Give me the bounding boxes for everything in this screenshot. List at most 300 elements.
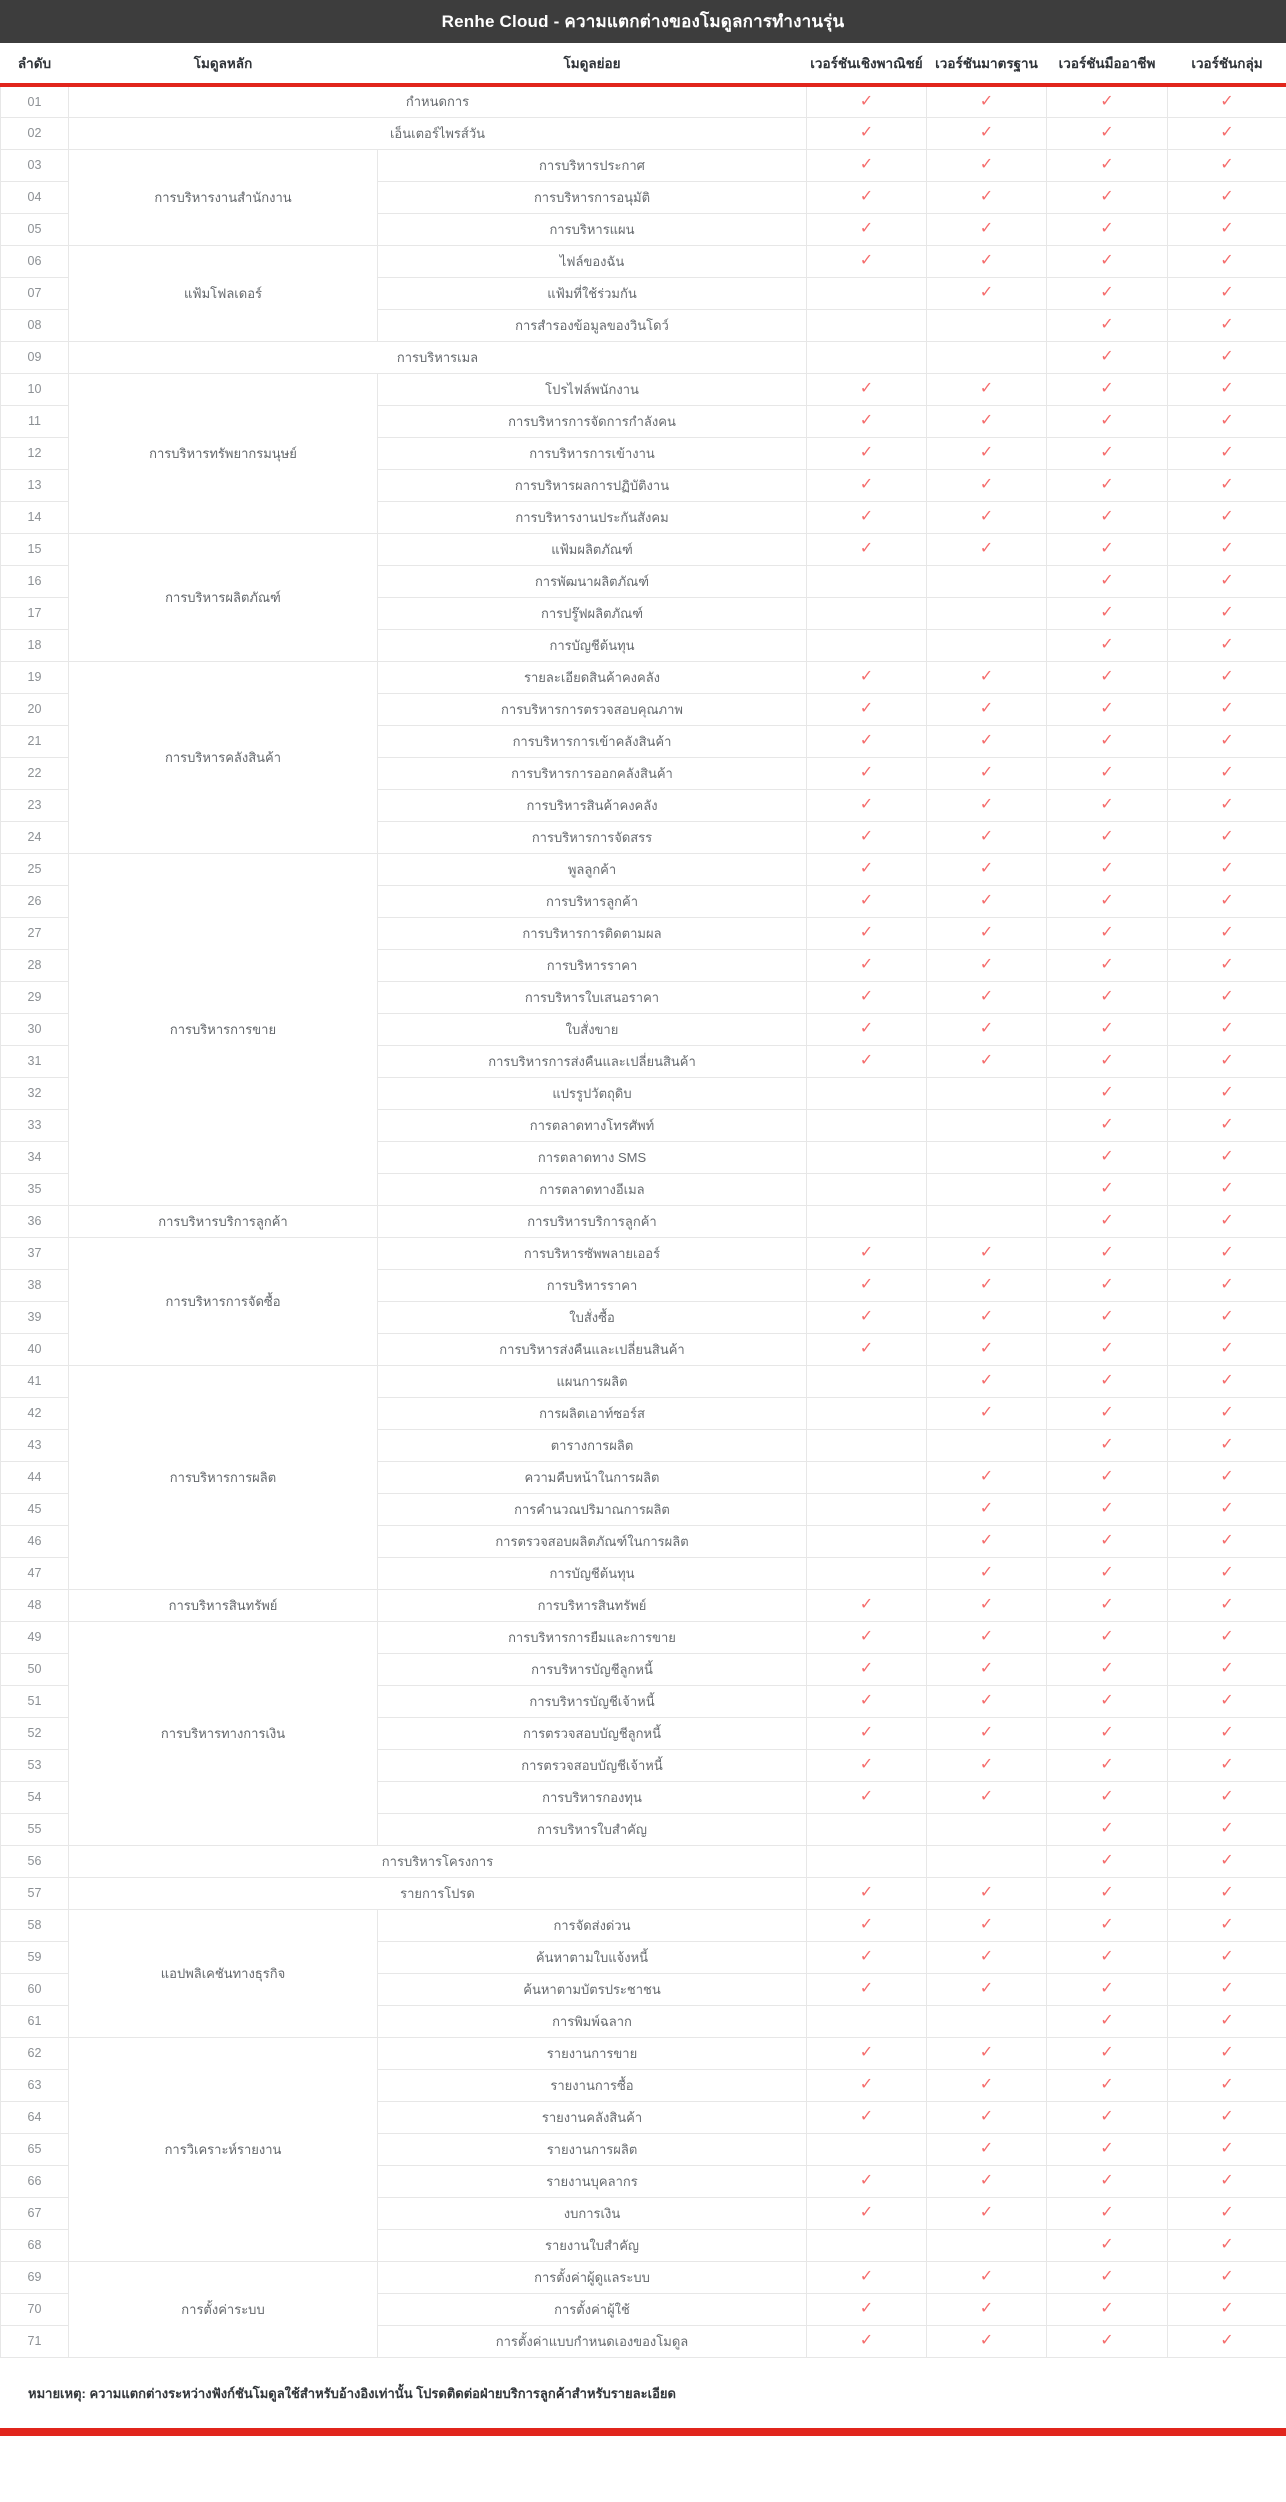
check-cell	[1168, 2293, 1286, 2325]
check-cell	[927, 1941, 1047, 1973]
check-cell	[1047, 373, 1168, 405]
check-icon: ✓	[979, 188, 994, 205]
check-cell	[807, 373, 927, 405]
check-cell	[1168, 2133, 1286, 2165]
check-cell	[927, 2325, 1047, 2357]
row-number: 29	[1, 981, 69, 1013]
check-cell	[1168, 2229, 1286, 2261]
check-cell	[807, 2165, 927, 2197]
check-icon: ✓	[1100, 1884, 1114, 1901]
check-icon: ✓	[1220, 2332, 1234, 2349]
check-cell	[1047, 309, 1168, 341]
check-cell	[927, 245, 1047, 277]
empty-cell	[927, 309, 1047, 341]
check-cell	[1047, 469, 1168, 501]
check-icon: ✓	[1100, 188, 1114, 205]
check-cell	[807, 85, 927, 117]
check-cell	[1168, 469, 1286, 501]
empty-cell	[807, 1525, 927, 1557]
check-icon: ✓	[1100, 2204, 1114, 2221]
check-icon: ✓	[859, 956, 874, 973]
empty-cell	[807, 565, 927, 597]
check-cell	[1168, 1013, 1286, 1045]
check-cell	[1168, 1653, 1286, 1685]
check-cell	[927, 821, 1047, 853]
row-number: 61	[1, 2005, 69, 2037]
check-icon: ✓	[1100, 316, 1114, 333]
main-module-cell: การบริหารการขาย	[69, 853, 378, 1205]
check-cell	[807, 1685, 927, 1717]
check-icon: ✓	[1100, 732, 1114, 749]
check-icon: ✓	[859, 444, 874, 461]
check-icon: ✓	[1220, 700, 1234, 717]
check-cell	[807, 1333, 927, 1365]
check-icon: ✓	[1100, 284, 1114, 301]
check-icon: ✓	[1100, 1500, 1114, 1517]
check-cell	[1168, 1077, 1286, 1109]
main-module-cell: แอปพลิเคชันทางธุรกิจ	[69, 1909, 378, 2037]
check-icon: ✓	[979, 860, 994, 877]
check-cell	[807, 501, 927, 533]
row-number: 56	[1, 1845, 69, 1877]
check-cell	[1047, 949, 1168, 981]
check-cell	[807, 533, 927, 565]
check-icon: ✓	[859, 700, 874, 717]
check-icon: ✓	[1220, 1500, 1234, 1517]
check-icon: ✓	[979, 540, 994, 557]
table-row	[1, 1365, 1286, 1397]
check-icon: ✓	[979, 1724, 994, 1741]
row-number: 53	[1, 1749, 69, 1781]
check-icon: ✓	[979, 1340, 994, 1357]
check-cell	[1047, 501, 1168, 533]
check-icon: ✓	[859, 1340, 874, 1357]
empty-cell	[807, 2229, 927, 2261]
check-icon: ✓	[1220, 1948, 1234, 1965]
check-cell	[1168, 405, 1286, 437]
check-cell	[1047, 565, 1168, 597]
check-cell	[807, 245, 927, 277]
sub-module-cell: การบริหารประกาศ	[378, 149, 807, 181]
table-row	[1, 1589, 1286, 1621]
check-icon: ✓	[1100, 604, 1114, 621]
check-cell	[1047, 853, 1168, 885]
check-icon: ✓	[1220, 508, 1234, 525]
empty-cell	[927, 629, 1047, 661]
check-icon: ✓	[1220, 1532, 1234, 1549]
check-cell	[1047, 1397, 1168, 1429]
column-header-0: ลำดับ	[1, 43, 69, 85]
check-icon: ✓	[859, 476, 874, 493]
check-cell	[807, 725, 927, 757]
sub-module-cell: การตลาดทางอีเมล	[378, 1173, 807, 1205]
row-number: 66	[1, 2165, 69, 2197]
check-cell	[807, 1269, 927, 1301]
check-cell	[1047, 693, 1168, 725]
check-cell	[927, 917, 1047, 949]
check-cell	[1047, 341, 1168, 373]
check-icon: ✓	[979, 1308, 994, 1325]
table-row	[1, 149, 1286, 181]
check-cell	[1047, 821, 1168, 853]
check-cell	[927, 2037, 1047, 2069]
row-number: 45	[1, 1493, 69, 1525]
check-icon: ✓	[1220, 1788, 1234, 1805]
main-module-cell: การบริหารการผลิต	[69, 1365, 378, 1589]
sub-module-cell: การบริหารงานประกันสังคม	[378, 501, 807, 533]
check-icon: ✓	[859, 2044, 874, 2061]
sub-module-cell: การคำนวณปริมาณการผลิต	[378, 1493, 807, 1525]
table-row	[1, 1205, 1286, 1237]
sub-module-cell: รายงานคลังสินค้า	[378, 2101, 807, 2133]
check-cell	[1168, 245, 1286, 277]
empty-cell	[807, 277, 927, 309]
check-icon: ✓	[979, 92, 994, 110]
row-number: 40	[1, 1333, 69, 1365]
check-cell	[927, 437, 1047, 469]
check-cell	[1047, 117, 1168, 149]
check-icon: ✓	[1100, 1788, 1114, 1805]
check-icon: ✓	[979, 1660, 994, 1677]
empty-cell	[807, 1077, 927, 1109]
check-icon: ✓	[979, 828, 994, 845]
check-icon: ✓	[979, 2268, 994, 2285]
check-icon: ✓	[1220, 988, 1234, 1005]
sub-module-cell: การบริหารบัญชีลูกหนี้	[378, 1653, 807, 1685]
sub-module-cell: การบริหารบริการลูกค้า	[378, 1205, 807, 1237]
check-cell	[1168, 949, 1286, 981]
check-cell	[927, 757, 1047, 789]
check-icon: ✓	[1100, 220, 1114, 237]
check-icon: ✓	[1100, 2076, 1114, 2093]
check-icon: ✓	[859, 1788, 874, 1805]
sub-module-cell: การบริหารการเข้างาน	[378, 437, 807, 469]
check-icon: ✓	[1100, 508, 1114, 525]
check-icon: ✓	[979, 1948, 994, 1965]
check-cell	[1168, 1397, 1286, 1429]
check-icon: ✓	[1100, 2332, 1114, 2349]
check-icon: ✓	[1100, 1148, 1114, 1165]
check-cell	[807, 469, 927, 501]
sub-module-cell: การบริหารการส่งคืนและเปลี่ยนสินค้า	[378, 1045, 807, 1077]
row-number: 52	[1, 1717, 69, 1749]
check-cell	[927, 1877, 1047, 1909]
check-cell	[1168, 181, 1286, 213]
sub-module-cell: พูลลูกค้า	[378, 853, 807, 885]
check-icon: ✓	[1100, 1116, 1114, 1133]
footer-note: หมายเหตุ: ความแตกต่างระหว่างฟังก์ชันโมดูลใช้สำหรับอ้างอิงเท่านั้น โปรดติดต่อฝ่ายบริการลูกค้าสำหรับรายละเอียด	[28, 2385, 676, 2401]
check-icon: ✓	[1100, 476, 1114, 493]
check-icon: ✓	[1100, 1532, 1114, 1549]
check-icon: ✓	[1100, 2044, 1114, 2061]
check-icon: ✓	[979, 412, 994, 429]
check-cell	[1168, 821, 1286, 853]
empty-cell	[807, 1109, 927, 1141]
empty-cell	[807, 2005, 927, 2037]
check-cell	[1168, 1461, 1286, 1493]
module-comparison-table	[0, 43, 1286, 2358]
check-cell	[1047, 2293, 1168, 2325]
sub-module-cell: การบริหารการเข้าคลังสินค้า	[378, 725, 807, 757]
empty-cell	[807, 1813, 927, 1845]
row-number: 10	[1, 373, 69, 405]
check-icon: ✓	[1100, 1436, 1114, 1453]
check-cell	[1168, 693, 1286, 725]
empty-cell	[807, 2133, 927, 2165]
check-icon: ✓	[1220, 1660, 1234, 1677]
sub-module-cell: การบริหารบัญชีเจ้าหนี้	[378, 1685, 807, 1717]
check-cell	[1168, 1141, 1286, 1173]
check-cell	[1047, 85, 1168, 117]
row-number: 38	[1, 1269, 69, 1301]
check-icon: ✓	[1220, 1276, 1234, 1293]
check-cell	[1168, 1781, 1286, 1813]
row-number: 47	[1, 1557, 69, 1589]
check-icon: ✓	[979, 1756, 994, 1773]
check-cell	[927, 1365, 1047, 1397]
check-icon: ✓	[859, 1244, 874, 1261]
sub-module-cell: การจัดส่งด่วน	[378, 1909, 807, 1941]
table-header	[1, 43, 1286, 85]
check-icon: ✓	[979, 2108, 994, 2125]
check-cell	[1047, 1813, 1168, 1845]
row-number: 68	[1, 2229, 69, 2261]
sub-module-cell: รายละเอียดสินค้าคงคลัง	[378, 661, 807, 693]
check-icon: ✓	[1100, 156, 1114, 173]
check-icon: ✓	[1100, 892, 1114, 909]
check-icon: ✓	[979, 1884, 994, 1901]
bottom-accent-bar	[0, 2428, 1286, 2436]
sub-module-cell: การบริหารการจัดการกำลังคน	[378, 405, 807, 437]
check-icon: ✓	[859, 188, 874, 205]
row-number: 63	[1, 2069, 69, 2101]
check-icon: ✓	[1220, 1436, 1234, 1453]
check-icon: ✓	[1220, 1116, 1234, 1133]
check-icon: ✓	[979, 764, 994, 781]
check-cell	[1168, 1493, 1286, 1525]
check-icon: ✓	[979, 700, 994, 717]
empty-cell	[927, 1813, 1047, 1845]
check-icon: ✓	[979, 1404, 994, 1421]
check-cell	[1168, 373, 1286, 405]
check-icon: ✓	[859, 508, 874, 525]
check-cell	[1168, 2069, 1286, 2101]
sub-module-cell: รายงานการขาย	[378, 2037, 807, 2069]
empty-cell	[927, 341, 1047, 373]
row-number: 17	[1, 597, 69, 629]
check-cell	[927, 181, 1047, 213]
check-cell	[1047, 1653, 1168, 1685]
check-icon: ✓	[1220, 732, 1234, 749]
check-icon: ✓	[1100, 1820, 1114, 1837]
sub-module-cell: การบริหารแผน	[378, 213, 807, 245]
row-number: 34	[1, 1141, 69, 1173]
sub-module-cell: โปรไฟล์พนักงาน	[378, 373, 807, 405]
check-icon: ✓	[1100, 796, 1114, 813]
check-cell	[807, 213, 927, 245]
main-module-cell: การบริหารผลิตภัณฑ์	[69, 533, 378, 661]
empty-cell	[807, 629, 927, 661]
empty-cell	[807, 309, 927, 341]
check-cell	[1168, 1269, 1286, 1301]
check-cell	[1047, 2325, 1168, 2357]
check-cell	[927, 117, 1047, 149]
check-cell	[1047, 1333, 1168, 1365]
check-cell	[927, 2293, 1047, 2325]
sub-module-cell: การตลาดทาง SMS	[378, 1141, 807, 1173]
row-number: 44	[1, 1461, 69, 1493]
check-cell	[1047, 2133, 1168, 2165]
check-cell	[807, 693, 927, 725]
table-row	[1, 853, 1286, 885]
check-icon: ✓	[1100, 1628, 1114, 1645]
check-icon: ✓	[1100, 1756, 1114, 1773]
check-cell	[927, 85, 1047, 117]
row-number: 59	[1, 1941, 69, 1973]
check-cell	[1168, 1845, 1286, 1877]
empty-cell	[807, 341, 927, 373]
check-icon: ✓	[1220, 2076, 1234, 2093]
check-icon: ✓	[1220, 860, 1234, 877]
row-number: 58	[1, 1909, 69, 1941]
check-cell	[807, 885, 927, 917]
check-cell	[1047, 533, 1168, 565]
check-icon: ✓	[979, 1372, 994, 1389]
check-cell	[1168, 1045, 1286, 1077]
check-icon: ✓	[1100, 764, 1114, 781]
sub-module-cell: การตรวจสอบบัญชีเจ้าหนี้	[378, 1749, 807, 1781]
check-cell	[1047, 1909, 1168, 1941]
table-row	[1, 661, 1286, 693]
row-number: 06	[1, 245, 69, 277]
sub-module-cell: การพัฒนาผลิตภัณฑ์	[378, 565, 807, 597]
check-icon: ✓	[1220, 1980, 1234, 1997]
main-module-cell: แฟ้มโฟลเดอร์	[69, 245, 378, 341]
check-icon: ✓	[979, 124, 994, 141]
check-cell	[927, 885, 1047, 917]
check-cell	[807, 1717, 927, 1749]
check-icon: ✓	[1220, 1756, 1234, 1773]
check-cell	[807, 1621, 927, 1653]
check-icon: ✓	[859, 1276, 874, 1293]
check-icon: ✓	[859, 2172, 874, 2189]
check-cell	[1168, 661, 1286, 693]
check-cell	[927, 1973, 1047, 2005]
row-number: 46	[1, 1525, 69, 1557]
check-icon: ✓	[979, 988, 994, 1005]
check-icon: ✓	[1100, 1244, 1114, 1261]
check-cell	[807, 1909, 927, 1941]
row-number: 64	[1, 2101, 69, 2133]
sub-module-cell: รายงานใบสำคัญ	[378, 2229, 807, 2261]
check-cell	[807, 917, 927, 949]
check-icon: ✓	[1100, 1564, 1114, 1581]
check-cell	[807, 981, 927, 1013]
row-number: 41	[1, 1365, 69, 1397]
check-icon: ✓	[979, 2140, 994, 2157]
check-icon: ✓	[1220, 1628, 1234, 1645]
check-icon: ✓	[859, 796, 874, 813]
check-cell	[927, 949, 1047, 981]
check-cell	[1168, 1205, 1286, 1237]
check-icon: ✓	[1220, 380, 1234, 397]
check-cell	[1047, 661, 1168, 693]
table-row	[1, 341, 1286, 373]
check-icon: ✓	[859, 2076, 874, 2093]
check-cell	[807, 405, 927, 437]
check-cell	[1168, 2037, 1286, 2069]
check-cell	[927, 501, 1047, 533]
row-number: 03	[1, 149, 69, 181]
check-cell	[1168, 1749, 1286, 1781]
empty-cell	[807, 1365, 927, 1397]
check-cell	[1047, 181, 1168, 213]
sub-module-cell: การบริหารใบเสนอราคา	[378, 981, 807, 1013]
sub-module-cell: งบการเงิน	[378, 2197, 807, 2229]
check-cell	[807, 1013, 927, 1045]
check-icon: ✓	[1220, 1052, 1234, 1069]
sub-module-cell: การบริหารการออกคลังสินค้า	[378, 757, 807, 789]
check-icon: ✓	[1100, 2140, 1114, 2157]
row-number: 65	[1, 2133, 69, 2165]
check-cell	[807, 2101, 927, 2133]
check-icon: ✓	[1220, 1852, 1234, 1869]
check-icon: ✓	[859, 1916, 874, 1933]
main-module-cell: การบริหารการจัดซื้อ	[69, 1237, 378, 1365]
check-cell	[807, 2293, 927, 2325]
check-cell	[927, 1333, 1047, 1365]
row-number: 57	[1, 1877, 69, 1909]
check-icon: ✓	[1100, 2012, 1114, 2029]
check-cell	[927, 1685, 1047, 1717]
row-number: 43	[1, 1429, 69, 1461]
row-number: 15	[1, 533, 69, 565]
sub-module-cell: แผนการผลิต	[378, 1365, 807, 1397]
check-cell	[1047, 917, 1168, 949]
row-number: 42	[1, 1397, 69, 1429]
check-icon: ✓	[979, 668, 994, 685]
check-icon: ✓	[859, 1724, 874, 1741]
row-number: 54	[1, 1781, 69, 1813]
check-icon: ✓	[1100, 92, 1114, 110]
check-cell	[1047, 1365, 1168, 1397]
row-number: 19	[1, 661, 69, 693]
check-icon: ✓	[1220, 572, 1234, 589]
check-icon: ✓	[1220, 1308, 1234, 1325]
check-icon: ✓	[979, 796, 994, 813]
check-icon: ✓	[859, 1052, 874, 1069]
table-row	[1, 533, 1286, 565]
check-icon: ✓	[1220, 1596, 1234, 1613]
check-cell	[1168, 309, 1286, 341]
check-cell	[807, 661, 927, 693]
check-cell	[927, 2165, 1047, 2197]
check-cell	[1047, 1493, 1168, 1525]
check-cell	[927, 373, 1047, 405]
check-cell	[807, 1941, 927, 1973]
check-icon: ✓	[1220, 220, 1234, 237]
empty-cell	[807, 1205, 927, 1237]
check-cell	[1047, 405, 1168, 437]
check-icon: ✓	[859, 1884, 874, 1901]
check-cell	[1047, 2261, 1168, 2293]
empty-cell	[807, 1429, 927, 1461]
row-number: 31	[1, 1045, 69, 1077]
check-cell	[1168, 341, 1286, 373]
check-icon: ✓	[859, 124, 874, 141]
check-icon: ✓	[859, 1692, 874, 1709]
check-cell	[1168, 1173, 1286, 1205]
